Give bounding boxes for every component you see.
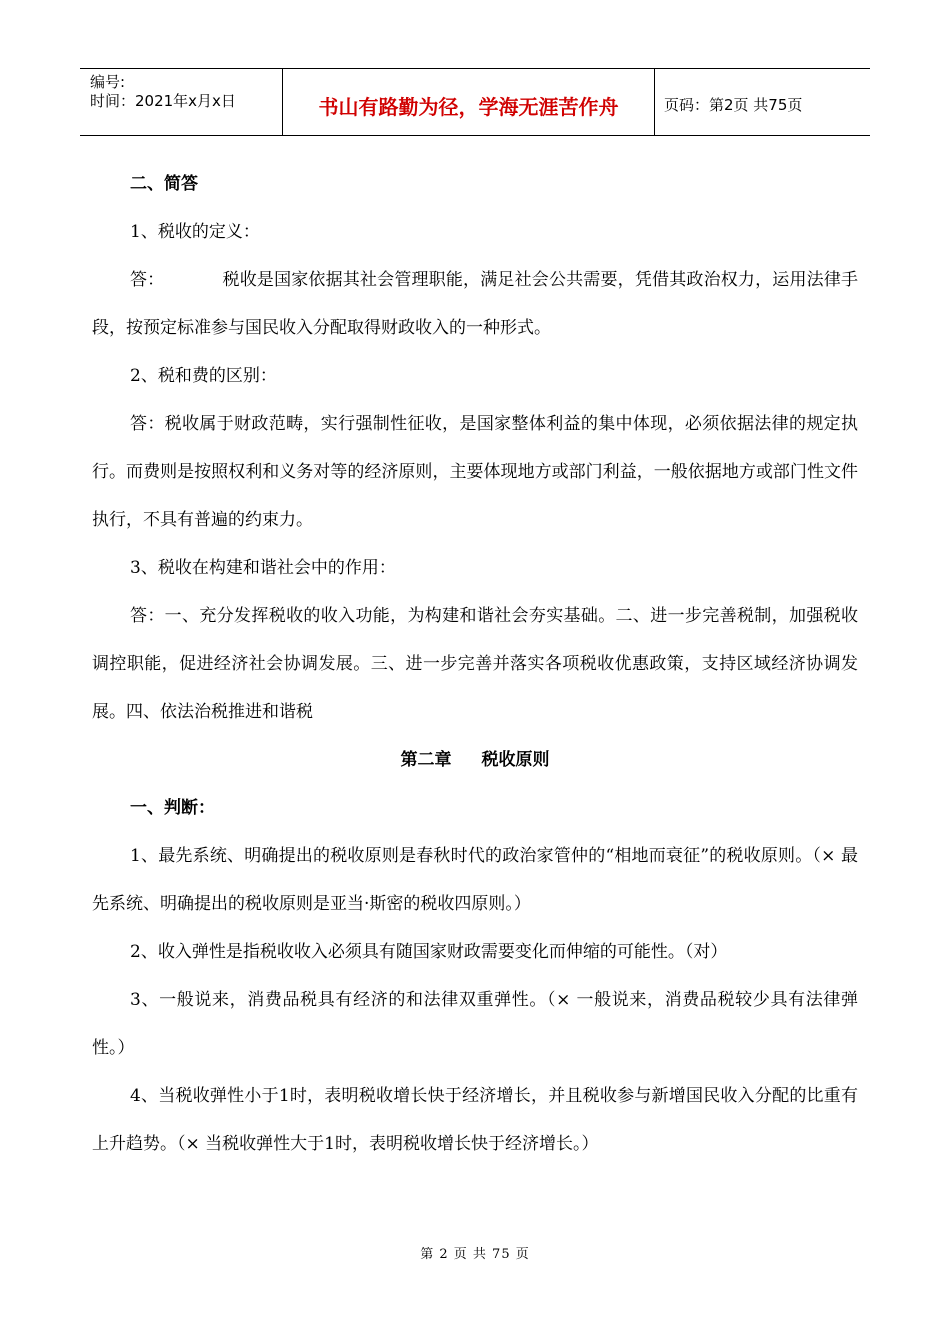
header-number-label: 编号: [90,73,126,91]
question-2: 2、税和费的区别： [130,366,277,386]
chapter-heading [92,736,858,784]
judge-section-title: 一、判断： [130,798,215,818]
page-header [80,68,870,136]
judge-item-2: 2、收入弹性是指税收收入必须具有随国家财政需要变化而伸缩的可能性。（对） [130,942,728,962]
answer-1-prefix: 答： [130,270,165,290]
question-3: 3、税收在构建和谐社会中的作用： [130,558,396,578]
header-date-label: 时间：2021年x月x日 [90,92,236,110]
answer-1-text: 税收是国家依据其社会管理职能，满足社会公共需要，凭借其政治权力，运用法律手段，按预定标准参与国民收入分配取得财政收入的一种形式。 [92,270,858,338]
chapter-number: 第二章 [400,750,452,770]
answer-1 [92,256,858,352]
question-1: 1、税收的定义： [130,222,260,242]
judge-item-1: 1、最先系统、明确提出的税收原则是春秋时代的政治家管仲的“相地而衰征”的税收原则。（× 最先系统、明确提出的税收原则是亚当·斯密的税收四原则。） [92,846,858,914]
header-left-cell [80,69,282,135]
chapter-title: 税收原则 [481,750,550,770]
judge-item-4: 4、当税收弹性小于1时，表明税收增长快于经济增长，并且税收参与新增国民收入分配的比重有上升趋势。（× 当税收弹性大于1时，表明税收增长快于经济增长。） [92,1086,858,1154]
document-body [92,160,858,1168]
header-page-info: 页码：第2页 共75页 [664,95,803,114]
page-footer: 第 2 页 共 75 页 [420,1247,530,1262]
answer-2: 答：税收属于财政范畴，实行强制性征收，是国家整体利益的集中体现，必须依据法律的规定执行。而费则是按照权利和义务对等的经济原则，主要体现地方或部门利益，一般依据地方或部门性文件执行，不具有普遍的约束力。 [92,414,858,530]
section-title: 二、简答 [130,174,198,194]
answer-3: 答：一、充分发挥税收的收入功能，为构建和谐社会夯实基础。二、进一步完善税制，加强税收调控职能，促进经济社会协调发展。三、进一步完善并落实各项税收优惠政策，支持区域经济协调发展。四、依法治税推进和谐税 [92,606,858,722]
judge-item-3: 3、一般说来，消费品税具有经济的和法律双重弹性。（× 一般说来，消费品税较少具有法律弹性。） [92,990,858,1058]
header-motto: 书山有路勤为径，学海无涯苦作舟 [282,69,655,135]
